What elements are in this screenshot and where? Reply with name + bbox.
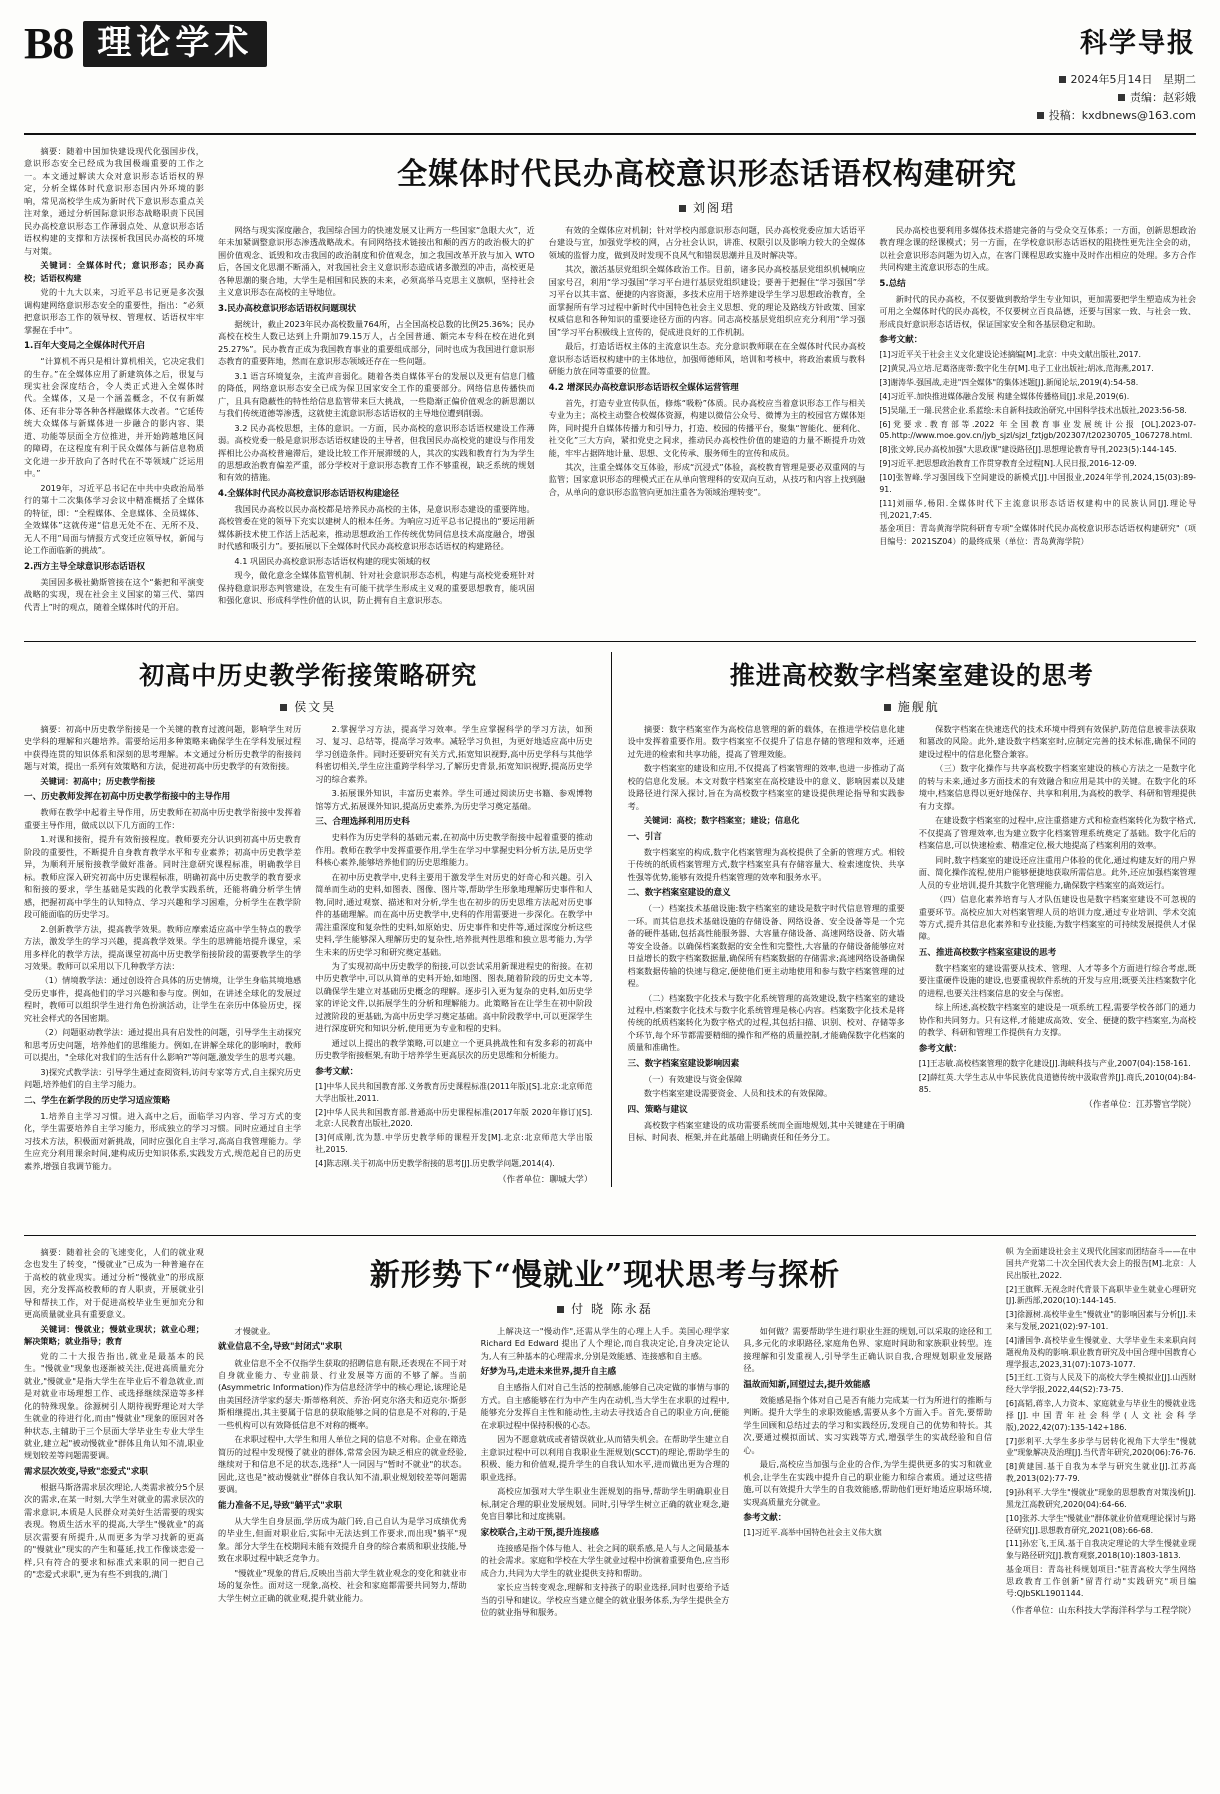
p: [2]薛红英.大学生志从中华民族优良道德传统中汲取营养[J].商氏,2010(04):84-85. (918, 1072, 1196, 1094)
p: 其次，注重全媒体交互体验，形成“沉浸式”体验，高校教育管理是要必双重网的与监管；国家意识形态的理模式正在从单向管理科的安双向互动，从技巧和内容上找到融合，从单向的意识形态监管向更加注重各为领域治理转变”。 (548, 462, 866, 497)
masthead-right (1037, 18, 1196, 125)
p: [4]习近平.加快推进媒体融合发展 构建全媒体传播格局[J].求是,2019(6). (879, 391, 1130, 401)
article-slow-employment (24, 1236, 1196, 1794)
article3-headline: 推进高校数字档案室建设的思考 (729, 660, 1094, 690)
article1-para-4: 美国因多极社勤斯管接在这个“紫把和平演变战略的实现，现在社会主义国家的第三代、第四代青上”时的观点，随着全媒体时代的开启。 (24, 576, 204, 612)
p: 综上所述,高校数字档案室的建设是一项系统工程,需要学校各部门的通力协作和共同努力。只有这样,才能建成高效、安全、便捷的数字档案室,为高校的教学、科研和管理工作提供有力支撑。 (918, 1002, 1196, 1038)
submit-email[interactable]: kxdbnews@163.com (1081, 108, 1196, 122)
masthead (24, 18, 1196, 135)
p: [11]刘丽华,杨阳.全媒体时代下主流意识形态话语权建构中的民族认同[J].理论导刊,2021,7:45. (879, 498, 1196, 520)
p: [4]潘国争.高校毕业生慢就业、大学毕业生未来职向问题视角及构的影响.职业教育研究及中国合理中国教育心理学报志,2023,31(07):1073-1077. (1006, 1335, 1196, 1369)
article4-headline: 新形势下“慢就业”现状思考与探析 (369, 1257, 841, 1293)
article4-reference-column (1006, 1246, 1196, 1621)
article4-authors: 付 晓 陈永磊 (571, 1301, 653, 1316)
p: 民办高校也要利用多媒体技术搭建完备的与受众交互体系；一方面，创新思想政治教育理念课的经课模式；另一方面，在学校意识形态话语权的阻挠性更先注全会的动，以社会意识形态问题为切入点，在客门课程思政实施中及时作出相应的处理。多方合作共同构建主流意识形态的生成。 (879, 224, 1196, 273)
square-bullet-icon (1059, 76, 1066, 83)
h: 需求层次效变,导致"恋爱式"求职 (24, 1466, 148, 1477)
p: 有效的全媒体应对机制；针对学校内部意识形态问题，民办高校党委应加大话语平台建设与宣，加强党学校的网，占分社会认识，讲准、权限引以及影响力较大的全媒体领域的监督力度，做到及时发现不良风气和错误思潮并且及时解决等。 (548, 224, 866, 260)
h: 二、学生在新学段的历史学习适应策略 (24, 1095, 171, 1106)
article3-author: 施舰航 (897, 699, 940, 714)
article-history-teaching (24, 652, 593, 1187)
p: [6]党要求.教育部等.2022 年全国教育事业发展统计公报 [OL].2023-07-05.http://www.moe.gov.cn/jyb_sjzl/sjzl_fztjgb/202307/t20230705_1067278.html. (879, 419, 1196, 441)
p: （2）问题驱动教学法：通过提出具有启发性的问题，引导学生主动探究和思考历史问题，培养他们的思维能力。例如,在讲解全球化的影响时，教师可以提出，"全球化对我们的生活有什么影响?"等问题,激发学生的思考兴趣。 (24, 1027, 302, 1063)
article4-unit: （作者单位：山东科技大学海洋科学与工程学院） (1006, 1605, 1196, 1616)
article1-body-columns (218, 224, 1196, 609)
p: （一）档案技术基础设施:数字档案室的建设是数字时代信息管理的重要一环。而其信息技术基础设施的存储设备、网络设备、安全设备等是一个完备的硬件基础,包括高性能服务器、大容量存储设备、高速网络设备、防火墙等安全设备。以确保档案数据的安全性和完整性,大容量的存储设备能够应对日益增长的数字档案数据量,确保所有档案数据的存储需求;高速网络设备确保档案数据传输的快速与稳定,便使他们更主动地使用和参与数字档案管理的过程。 (627, 903, 905, 989)
article2-col-2 (315, 723, 592, 1187)
p: 高校应加强对大学生职业生涯规划的指导,帮助学生明确职业目标,制定合理的职业发展规划。同时,引导学生树立正确的就业观念,避免盲目攀比和过度挑剔。 (480, 1486, 730, 1522)
article3-byline (628, 698, 1197, 715)
p: 在建设数字档案室的过程中,应注重搭建方式和检查档案转化为数字格式,不仅提高了管理效率,也为建立数字化档案管理系统奠定了基础。数字化后的档案信息,可以快速检索、精准定位,极大地提高了档案利用的效率。 (918, 815, 1196, 851)
h: 就业信息不全,导致"封闭式"求职 (218, 1342, 342, 1353)
editor-name: 赵彩娥 (1163, 90, 1196, 104)
h: 参考文献： (743, 1513, 787, 1524)
article4-abstract-column (24, 1246, 204, 1621)
article2-col-1 (24, 723, 301, 1187)
h: 二、数字档案室建设的意义 (627, 888, 731, 899)
p: 3.拓展课外知识，丰富历史素养。学生可通过阅读历史书籍、参观博物馆等方式,拓展课外知识,提高历史素养,为历史学习奠定基础。 (315, 788, 593, 811)
p: 史料作为历史学科的基础元素,在初高中历史教学衔接中起着重要的推动作用。教师在教学中发挥重要作用,学生在学习中掌握史料分析方法,是历史学科核心素养,能够培养他们的历史思维能力。 (315, 832, 593, 868)
article2-keywords: 关键词：初高中；历史教学衔接 (40, 775, 156, 786)
p: 网络与现实深度融合，我国综合国力的快速发展又让两方一些国家“急眼大火”，近年未加紧调整意识形态渗透战略战术。有同网络技术链接出和颠的西方的政治极大的扩围价值观念、诋毁和攻击我国的政治制度和价值观念，加之我国改革开放与加入 WTO 后，各国文化思潮不断涌入，对我国社会主义意识形态造成诸多激烈的冲击，高校更是各种思潮的聚合地，大学生是相国和民族的未来，必须高举马克思主义旗帜，坚持社会主义意识形态在高校的主导地位。 (218, 224, 535, 298)
h: 五、推进高校数字档案室建设的思考 (918, 947, 1057, 958)
article3-col-1 (628, 723, 905, 1146)
article4-abstract: 摘要：随着社会的飞速变化，人们的就业观念也发生了转变，“慢就业”已成为一种普遍存在于高校的就业现实。通过分析“慢就业”的形成原因，充分发挥高校教师的育人职责，开展就业引导和帮扶工作，对于促进高校毕业生更加充分和更高质量就业具有重要意义。 (24, 1246, 204, 1320)
p: （四）信息化素养培育与人才队伍建设也是数字档案室建设不可忽视的重要环节。高校应加大对档案管理人员的培训力度,通过专业培训、学术交流等方式,提升其信息化素养和专业技能,为数字档案室的可持续发展提供人才保障。 (918, 894, 1196, 942)
article1-author: 刘阁珺 (692, 200, 735, 215)
p: （1）情境教学法：通过创设符合具体的历史情境，让学生身临其境地感受历史事件，提高他们的学习兴趣和参与度。例如，在讲述全球化的发展过程时，教师可以组织学生进行角色扮演活动，让学生在亲历中体验历史，探究社会样式的各国密期。 (24, 975, 302, 1023)
p: [9]习近平.把思想政治教育工作贯穿教育全过程[N].人民日报,2016-12-09. (879, 459, 1137, 469)
p: [1]习近平.高举中国特色社会主义伟大旗 (743, 1528, 882, 1538)
p: 才慢就业。 (234, 1325, 276, 1336)
p: 1.培养自主学习习惯。进入高中之后，面临学习内容、学习方式的变化，学生需要培养自主学习能力，形成独立的学习习惯。同时应通过自主学习技术方法，积极面对新挑战，同时应强化自主学习,高高自我管理能力。学生应充分利用课余时间,建构成历史知识体系,实践发方式,规范起自已的历史素养,增强自我调节能力。 (24, 1110, 302, 1171)
square-bullet-icon (280, 704, 287, 711)
h: 温故而知新,回望过去,提升效能感 (743, 1379, 871, 1390)
p: 同时,数字档案室的建设还应注重用户体验的优化,通过构建友好的用户界面、简化操作流程,使用户能够便捷地获取所需信息。此外,还应加强档案管理人员的专业培训,提升其数字化管理能力,确保数字档案室的高效运行。 (918, 854, 1196, 890)
h: 4.全媒体时代民办高校意识形态话语权构建途径 (218, 488, 400, 499)
p: [3]徐源树.高校毕业生"慢就业"的影响因素与分析[J].未来与发展,2021(02):97-101. (1006, 1310, 1196, 1332)
p: 最后，打造话语权主体的主流意识生态。充分意识教师联在在全媒体时代民办高校意识形态话语权构建中的主体地位，加强师德师风，培训和考核中，将政治素质与教科研能力放在同等重要的位置。 (548, 341, 866, 377)
issue-date: 2024年5月14日 (1070, 72, 1153, 86)
p: 如何做？需要帮助学生进行职业生涯的规划,可以采取的途径和工具,多元化的求职路径,家庭角色界、家庭时间助和家族职业转型。连接理解和引发重视人,引导学生正确认识自我,合理规划职业发展路径。 (743, 1325, 993, 1374)
h: 三、数字档案室建设影响因素 (627, 1058, 740, 1069)
p: 3.2 民办高校思想，主体的意识。一方面，民办高校的意识形态话语权建设工作薄弱。高校党委一般是意识形态话语权建设的主导者，但我国民办高校党的建设与作用发挥相比公办高校普遍滞后，建设比较工作开展滞缓的人，其次的实践和教育行为为学生的思想政治教育偏差严重，部分学校对于意识形态教育工作不够重视，缺乏系统的规划和有效的措施。 (218, 422, 535, 483)
article4-byline (218, 1300, 992, 1317)
paper-name: 科学导报 (1080, 28, 1196, 59)
p: 通过以上提出的教学策略,可以建立一个更具挑战性和有发多彩的初高中历史教学衔接框架,有助于培养学生更高层次的历史思维和分析能力。 (315, 1037, 593, 1061)
square-bullet-icon (1037, 112, 1044, 119)
editor-label: 责编： (1130, 90, 1163, 104)
p: 现今，做化意念全媒体监管机制、针对社会意识形态态机，构建与高校党委班针对保持稳意识形态判管建设，在发生有可能干扰学生形成主义观的重要思想教育，能巩固和强化意识、形成科学性价值的认识，防止拥有自主意识形态。 (218, 570, 535, 606)
h: 四、策略与建议 (627, 1104, 688, 1115)
p: 数字档案室的构成,数字化档案管理为高校提供了全新的管理方式。相较于传统的纸质档案管理方式,数字档案室具有存储容量大、检索速度快、共享性强等优势,能够有效提升档案管理的效率和服务水平。 (627, 846, 905, 882)
p: 因为不愿意就成或者错误就业,从而错失机会。在帮助学生建立自主意识过程中可以利用自我职业生涯规划(SCCT)的理论,帮助学生的积极、能力和价值观,提升学生的自我认知水平,进而做出更为合理的职业选择。 (480, 1434, 730, 1482)
p: 新时代的民办高校，不仅要做到教给学生专业知识，更加需要把学生塑造成为社会可用之全媒体时代的民办高校，不仅要树立百良品德，还要与国家一致、与社会一致、形成良好意识形态话语权，保证国家安全和各基层稳定和助。 (879, 293, 1196, 329)
article1-col-1 (218, 224, 535, 609)
h: 家校联合,主动干预,提升连接感 (480, 1527, 599, 1538)
p: [10]张苏.大学生"慢就业"群体就业价值观理论探讨与路径研究[J].思想教育研究,2021(08):66-68. (1006, 1513, 1196, 1535)
p: 4.1 巩固民办高校意识形态话语权构建的现实领域的权 (234, 555, 431, 566)
article3-unit: （作者单位：江苏警官学院） (1084, 1100, 1196, 1111)
issue-date-line (1037, 71, 1196, 89)
p: 高校数字档案室建设的成功需要系统而全面地规划,其中关键建在于明确目标、时间表、框架,并在此基础上明确责任和任务分工。 (627, 1119, 905, 1143)
h: 5.总结 (879, 278, 906, 289)
h: 参考文献： (879, 335, 923, 346)
p: 3.1 语言环境复杂，主流声音弱化。随着各类自媒体平台的发展以及更有信息门槛的降低，网络意识形态安全已成为保卫国家安全工作的重要部分。网络信息传播快而广，且具有隐蔽性的特性给信息监管带来巨大挑战，一些隐渐正偏价值观念的新思潮以与我们传统道德等渗透，这就使主流意识形态话语权的主导地位遭到削弱。 (218, 370, 535, 419)
h: 一、引言 (627, 831, 662, 842)
article-digital-archives (611, 652, 1197, 1187)
article2-unit: （作者单位：聊城大学） (497, 1174, 593, 1185)
p: 2.掌握学习方法，提高学习效率。学生应掌握科学的学习方法，如预习、复习、总结等，提高学习效率。减轻学习负担，为更好地适应高中历史学习创造条件。同时还要研究有关方式,拓宽知识视野,高中历史学科与其他学科密切相关,学生应注重跨学科学习,了解历史背景,拓宽知识视野,提高历史学习的综合素养。 (315, 723, 593, 784)
article4-col-3 (743, 1325, 992, 1621)
article2-abstract: 摘要：初高中历史教学衔接是一个关键的教育过渡问题，影响学生对历史学科的理解和兴趣培养。需要给运用多种策略来确保学生在学科发展过程中获得连贯的知识体系和深刻的思考理解。本文通过分析历史教学的衔接问题与对策，提出一系列有效策略和方法，促进初高中历史教学的有效衔接。 (24, 723, 302, 772)
p: 从大学生自身层面,学历成为敲门砖,自己自认为是学习成绩优秀的毕业生,但面对职业后,实际中无法达到工作要求,而出现"躺平"现象。部分大学生在校期间未能有效提升自身的综合素质和职业技能,导致在求职过程中缺乏竞争力。 (218, 1515, 467, 1564)
editor-line (1037, 89, 1196, 107)
p: [3]谢涛华.强国战,走进"四全媒体"的集体述题[J].新闻论坛,2019(4):54-58. (879, 378, 1139, 388)
page-number: B8 (24, 19, 74, 68)
p: 数字档案室建设需要资金、人员和技术的有效保障。 (643, 1088, 833, 1099)
article2-byline (24, 698, 593, 715)
article4-col-1 (218, 1325, 467, 1621)
article1-col-3 (879, 224, 1196, 609)
article1-para-2: “计算机不再只是相计算机相关，它决定我们的生存。”在全媒体应用了新建筑体之后，很复与现实社会深度结合，令人类正式进入全媒体时代。全媒体，又是一个涵盖概念，不仅有新媒体、还有非分等各种各样融媒体大改者。“它延传统大众媒体与新媒体进一步融合的影内容、渠道、功能等层面全方位推进，并开始跨越地区间的障碍，在这程度有利于民众媒体与新信息物质文化进一步开放向了各时代在不等领域广泛运用中。” (24, 356, 204, 479)
article1-headline: 全媒体时代民办高校意识形态话语权构建研究 (397, 156, 1017, 192)
p: 我国民办高校以民办高校都是培养民办高校的主体，是意识形态建设的重要阵地。高校管委在党的领导下充实以建树人的根本任务。为响应习近平总书记提出的“要运用新媒体新技术使工作活上活起来，推动思想政治工作传统优势同信息技术高度融合，增强时代感和吸引力”。要拓展以下全媒体时代民办高校意识形态话语权的构建路径。 (218, 504, 535, 552)
p: [3]何成刚,沈为慧.中学历史教学师的课程开发[M].北京:北京师范大学出版社,2015. (315, 1133, 593, 1155)
p: 基金项目：青岛黄海学院科研育专项"全媒体时代民办高校意识形态话语权构建研究"（项目编号：2021SZ04）的最终成果（单位：青岛黄海学院） (879, 524, 1196, 546)
p: [4]陈志刚.关于初高中历史教学衔接的思考[J].历史教学问题,2014(4). (315, 1158, 555, 1168)
p: [6]高韬,蒋幸,人力资本、家庭就业与毕业生的慢就业选择[J].中国青年社会科学(人文社会科学版),2022,42(07):135-142+186. (1006, 1399, 1196, 1432)
p: 为了实现初高中历史教学的衔接,可以尝试采用新课进程史的衔接。在初中历史教学中,可以从简单的史料开始,如地图、图表,随着阶段的历史文本等,以确保学生建立对基础历史概念的理解。逐步引入更为复杂的史料,如历史学家的评论文件,以拓展学生的分析和理解能力。此策略旨在让学生在初中阶段过渡阶段的更基础,为高中历史学习奠定基础。高中阶段教学中,可以更深学生进行深度研究和知识分析,使用更为专业和程的史料。 (315, 961, 593, 1034)
p: [5]吴瑞,王一瑞.民营企业.系蓝绘:未自新科技政治研究,中国科学技术出版社,2023:56-58. (879, 405, 1187, 415)
p: [8]黄建国.基于自我为本学与研究生就业[J].江苏高教,2013(02):77-79. (1006, 1462, 1196, 1484)
articles-middle-row (24, 642, 1196, 1236)
article1-keywords: 关键词：全媒体时代；意识形态；民办高校；话语权构建 (24, 260, 204, 283)
article1-abstract: 摘要：随着中国加快建设现代化强国步伐，意识形态安全已经成为我国极端重要的工作之一。本文通过解读大众对意识形态话语权的界定，分析全媒体时代意识形态国内外环境的影响，常见高校学生成为新时代下意识形态重点关注对象，通过分析国际意识形态战略职责下民国民办高校意识形态工作薄弱点处、从意识形态话语权构建的支撑和方法探析我国民办高校的环境与对策。 (24, 145, 204, 256)
article2-author: 侯文昊 (294, 699, 337, 714)
article1-byline (218, 199, 1196, 216)
p: [11]孙宏飞,王凤.基于自我决定理论的大学生慢就业现象与路径研究[J].教育观察,2018(10):1803-1813. (1006, 1539, 1196, 1561)
p: 首先，打造专业宣传队伍，修炼“吸粉”体质。民办高校应当着意识形态工作与相关专业为主；高校主动整合校媒体资源，构建以微信公众号、微博为主的校园官方媒体矩阵，同时提升自媒体传播力和引导力，打造、校园的传播平台，聚集“智能化、便利化、社交化”三大方向，紧扣党史之间求，推动民办高校性价值的建造的力量不断提升功效能，牢牢占据阵地计量、思想、文化传承、服务师生的宣传和成员。 (548, 397, 866, 458)
p: 3)探究式教学法：引导学生通过查阅资料,访问专家等方式,自主探究历史问题,培养他们的自主学习能力。 (24, 1066, 302, 1090)
p: （一）有效建设与资金保障 (643, 1073, 743, 1084)
h: 好梦为马,走进未来世界,提升自主感 (480, 1367, 617, 1378)
p: [2]黄炅,冯立培.尼葛洛庞蒂:数字化生存[M].电子工业出版社;胡冰,范海燕,2017. (879, 364, 1154, 374)
article2-body-columns (24, 723, 593, 1187)
p: "慢就业"现象的背后,反映出当前大学生就业观念的变化和就业市场的复杂性。面对这一现象,高校、社会和家庭都需要共同努力,帮助大学生树立正确的就业观,提升就业能力。 (218, 1567, 467, 1603)
p: 帜 为全面建设社会主义现代化国家而团结奋斗——在中国共产党第二十次全国代表大会上的报告[M].北京：人民出版社,2022. (1006, 1246, 1196, 1280)
p: 自主感指人们对自己生活的控制感,能够自己决定做的事情与事的方式。自主感能够在行为中产生内在动机,当大学生在求职的过程中,能够充分发挥自主性和能动性,主动去寻找适合自己的职业方向,便能在求职过程中保持积极的心态。 (480, 1382, 730, 1430)
article4-keywords: 关键词：慢就业；慢就业现状；就业心理；解决策略；就业指导；教育 (24, 1323, 204, 1347)
p: 保数字档案在快速迭代的技术环境中得到有效保护,防范信息被非法获取和篡改的风险。此外,建设数字档案室时,应制定完善的技术标准,确保不同的建设过程中的信息化整合兼容。 (918, 723, 1196, 759)
submit-label: 投稿： (1048, 108, 1082, 122)
p: 教师在教学中起着主导作用，历史教师在初高中历史教学衔接中发挥着重要主导作用，做成以以下几方面的工作： (24, 807, 302, 830)
p: 效能感是指个体对自己是否有能力完成某一行为所进行的推断与判断。提升大学生的求职效能感,需要从多个方面入手。首先,要帮助学生回顾和总结过去的学习和实践经历,发现自己的优势和特长。其次,要通过模拟面试、实习实践等方式,增强学生的实战经验和自信心。 (743, 1394, 993, 1455)
p: 家长应当转变观念,理解和支持孩子的职业选择,同时也要给予适当的引导和建议。学校应当建立健全的就业服务体系,为学生提供全方位的就业指导和服务。 (480, 1582, 730, 1617)
p: 据统计，截止2023年民办高校数量764所，占全国高校总数的比例25.36%；民办高校在校生人数已达到上升期加79.15万人，占全国普通、额完本专科在校在进化到25.27%”。民办教育正成为我国教育事业的重要组成部分，同时也成为我国进行意识形态教育的重要阵地，然而在意识形态领域还存在一些问题。 (218, 318, 535, 367)
p: [8]张文婷,民办高校加强"大思政课"建设路径[J].思想理论教育导刊,2023(5):144-145. (879, 445, 1177, 455)
square-bullet-icon (1118, 94, 1125, 101)
p: 数字档案室的建设需要从技术、管理、人才等多个方面进行综合考虑,既要注重硬件设施的建设,也要重视软件系统的开发与应用;既要关注档案数字化的进程,也要关注档案信息的安全与保密。 (918, 963, 1196, 998)
article1-h-2: 2.西方主导全球意识形态话语权 (24, 561, 145, 572)
p: 其次，激活基层党组织全媒体政治工作。目前，诸多民办高校基层党组织机械响应国家号召，利用“学习强国”学习平台进行基层党组织建设；要善于把握住“学习强国”学习平台以其丰富、便捷的内容资源，多技术应用于培养建设学生学习思想政治教育，全面掌握所有学习过程中新时代中国特色社会主义思想、党的理论及路线方针政策、国家权威信息和各种知识的重要途径方面的内容。同志高校基层党组织应充分利用“学习强国”学习平台积极线上宣传的，促成进良好的工作机制。 (548, 264, 866, 337)
article2-headline: 初高中历史教学衔接策略研究 (139, 660, 478, 690)
square-bullet-icon (679, 205, 686, 212)
h: 一、历史教师发挥在初高中历史教学衔接中的主导作用 (24, 792, 231, 803)
p: （三）数字化操作与共享高校数字档案室建设的核心方法之一是数字化的转与未来,通过多方面技术的有效融合和应用是其中的关键。在数字化的环境中,档案信息得以更好地保存、共享和利用,为高校的教学、科研和管理提供有力支撑。 (918, 763, 1196, 811)
p: 在求职过程中,大学生和用人单位之间的信息不对称。企业在筛选简历的过程中发现慢了就业的群体,常常会因为缺乏相应的就业经验,继续对于和信息不足的状态,选择"人一同因与"暂时不就业"的状态。因此,这也是"被动慢就业"群体自我认知不清,职业规划较差等问题需要调。 (218, 1434, 467, 1495)
p: 基金项目：青岛社科规划项目:"驻青高校大学生网络思政教育工作创新"留青行动"实践研究"项目编号:QJbSKL1901144. (1006, 1565, 1196, 1599)
h: 参考文献： (918, 1043, 962, 1054)
masthead-left (24, 18, 267, 69)
square-bullet-icon (884, 704, 891, 711)
section-title: 理论学术 (83, 21, 267, 67)
article-ideology-discourse (24, 135, 1196, 642)
square-bullet-icon (557, 1306, 564, 1313)
p: [2]中华人民共和国教育部.普通高中历史课程标准(2017年版 2020年修订)[S].北京:人民教育出版社,2020. (315, 1107, 593, 1129)
p: 数字档案室的建设和应用,不仅提高了档案管理的效率,也进一步推动了高校的信息化发展。本文对数字档案室在高校建设中的意义、影响因素以及建设路径进行深入探讨,旨在为高校数字档案室的建设提供理论指导和实践参考。 (627, 763, 905, 811)
p: 根据马斯洛需求层次理论,人类需求被分5个层次的需求,在某一时刻,大学生对就业的需求层次的需求意识,本质是人民群众对美好生活需要的现实表现。物质生活水平的提高,大学生"慢就业"的高层次需要有所提升,从而更多为学习找新的更高的"慢就业"现实的产生和蔓延,找工作像谈恋爱一样,只有符合的要求和标准式来职的同一把自己的"恋爱式求职",更为有些不到我的,满门 (24, 1482, 204, 1580)
h: 4.2 增深民办高校意识形态话语权全媒体运营管理 (548, 382, 739, 393)
article1-para-1: 党的十九大以来，习近平总书记更是多次强调构建网络意识形态安全的重要性，指出：“必须把意识形态工作的领导权、管理权、话语权牢牢掌握在手中”。 (24, 287, 204, 335)
h: 能力准备不足,导致"躺平式"求职 (218, 1500, 342, 1511)
article4-col-2 (481, 1325, 730, 1621)
p: [5]王红.工资与人民及下的高校大学生模拟业[J].山西财经大学学报,2022,44(S2):73-75. (1006, 1373, 1196, 1395)
article4-body-columns (218, 1325, 992, 1621)
article3-col-2 (919, 723, 1196, 1146)
h: 3.民办高校意识形态话语权问题现状 (218, 303, 357, 314)
h: 参考文献： (315, 1066, 359, 1077)
article1-h-1: 1.百年大变局之全媒体时代开启 (24, 341, 145, 351)
issue-weekday: 星期二 (1163, 72, 1196, 86)
p: [1]王志敏.高校档案管理的数字化建设[J].海峡科技与产业,2007(04):158-161. (918, 1058, 1191, 1068)
submission-line (1037, 107, 1196, 125)
article1-col-2 (549, 224, 866, 609)
p: [1]习近平关于社会主义文化建设论述摘编[M].北京：中央文献出版社,2017. (879, 350, 1141, 360)
article3-body-columns (628, 723, 1197, 1146)
article3-keywords: 关键词：高校；数字档案室；建设；信息化 (643, 815, 800, 826)
p: [2]王旗辉.无视念时代背景下高职毕业生就业心理研究[J].新西部,2020(10):144-145. (1006, 1284, 1196, 1306)
p: [9]孙利平.大学生"慢就业"现象的思想教育对策浅析[J].黑龙江高教研究,2020(04):64-66. (1006, 1488, 1196, 1509)
p: 党的二十大报告指出,就业是最基本的民生。"慢就业"现象也逐渐被关注,促进高质量充分就业,"慢就业"是指大学生在毕业后不着急就业,而是对就业市场理想工作、或选择继续深造等多样化的特殊现象。徐源树引人期待视野理论对大学生就业的待进行化,而由"慢就业"现象的原因对各种状态,主辅助于三个层面大学毕业生专业大学生就业,建立起"被动慢就业"群体且角认知不清,职业规划较差等问题需要调。 (24, 1350, 204, 1461)
p: [1]中华人民共和国教育部.义务教育历史课程标准(2011年版)[S].北京:北京师范大学出版社,2011. (315, 1081, 593, 1103)
h: 三、合理选择利用历史科 (315, 817, 410, 828)
p: 连接感是指个体与他人、社会之间的联系感,是人与人之间最基本的社会需求。家庭和学校在大学生就业过程中扮演着重要角色,应当形成合力,共同为大学生的就业提供支持和帮助。 (480, 1542, 730, 1578)
p: 最后,高校应当加强与企业的合作,为学生提供更多的实习和就业机会,让学生在实践中提升自己的职业能力和综合素质。通过这些措施,可以有效提升大学生的自我效能感,帮助他们更好地适应职场环境,实现高质量充分就业。 (743, 1459, 993, 1507)
p: 在初中历史教学中,史科主要用于激发学生对历史的好奇心和兴趣。引入简单而生动的史料,如图表、图像、图片等,帮助学生形象地理解历史事件和人物,同时,通过观察、描述和对分析,学生也在初步的历史思维方法起对历史事件的基础理解。而在高中历史教学中,史科的作用需要进一步深化。在教学中需注重深度和复杂性的史料,如原始史、历史事件和史件等,通过深度分析这些史料,学生能够深入理解历史的复杂性,培养批判性思维和独立思考能力,为学生未来的历史学习和研究奠定基础。 (315, 871, 593, 957)
article3-abstract: 摘要：数字档案室作为高校信息管理的新的载体，在推进学校信息化建设中发挥着重要作用。数字档案室不仅提升了信息存储的管理和效率，还通过先进的检索和共享功能，提高了管理效能。 (627, 723, 905, 759)
p: 1.对课和接衔，提升有效衔接程度。教师要充分认识到初高中历史教育阶段的重要性，不断提升自身教育教学水平和专业素养；初高中历史教学差异，为顺利开展衔接教学做好准备。同时注意研究课程标准，明确教学目标。教师应深入研究初高中历史课程标准，明确初高中历史教学的教育要求和衔接的要求，学生基础是实践的化教学实践系统，还能将确分析学生情感，把握初高中学生的认知特点、学习兴趣和学习困难，分析学生在教学阶段可能面临的历史学习。 (24, 834, 302, 920)
p: （二）档案数字化技术与数字化系统管理的高效建设,数字档案室的建设过程中,档案数字化技术与数字化系统管理是核心内容。档案数字化技术是将传统的纸质档案转化为数字格式的过程,其包括扫描、识别、校对、存储等多个环节,每个环节都需要精细的操作和严格的质量控制,才能确保数字化档案的质量和准确性。 (627, 992, 905, 1053)
article1-para-3: 2019年，习近平总书记在中共中央政治局举行的第十二次集体学习会议中精准概括了全媒体的特征，即：“全程媒体、全息媒体、全员媒体、全效媒体”这就传递“信息无处不在、无所不及、无人不用”局面与情报方式变迁应领导权，新闻与论工作面临新的挑战”。 (24, 482, 204, 556)
p: 就业信息不全不仅指学生获取的招聘信息有限,还表现在不同于对自身就业能力、专业前景、行业发展等方面的不够了解。当前(Asymmetric Information)作为信息经济学中的核心理论,该理论是由美国经济学家约瑟夫·斯蒂格利茨、乔治·阿克尔洛夫和迈克尔·斯彭斯相继提出,其主要属于信息的获取能够之间的信息是不对称的,于是一些机构可以有效降低信息不对称的概率。 (218, 1357, 467, 1430)
p: [7]彭利平.大学生多步学与居转化视角下大学生"慢就业"现象解决及治理[J].当代青年研究,2020(06):76-76. (1006, 1436, 1196, 1458)
p: [10]张智峰.学习强国线下空间建设的新模式[J].中国报业,2024年学刊,2024,15(03):89-91. (879, 472, 1196, 494)
article1-abstract-column (24, 145, 204, 615)
p: 2.创新教学方法，提高教学效果。教师应摩索适应高中学生特点的教学方法，激发学生的学习兴趣，提高教学效果。学生的思辨能培提升课堂，采用多样化的教学方法，提高课堂初高中历史教学衔接阶段的需要教学生的学习效果。教师可以采用以下几种教学方法： (24, 923, 302, 971)
p: 上解决这一"慢动作",还需从学生的心理上人手。美国心理学家 Richard Ed Edward 提出了人个理论,而自我决定论,自身决定论认为,人有三种基本的心理需求,分别是效能感、连接感和自主感。 (480, 1325, 730, 1361)
